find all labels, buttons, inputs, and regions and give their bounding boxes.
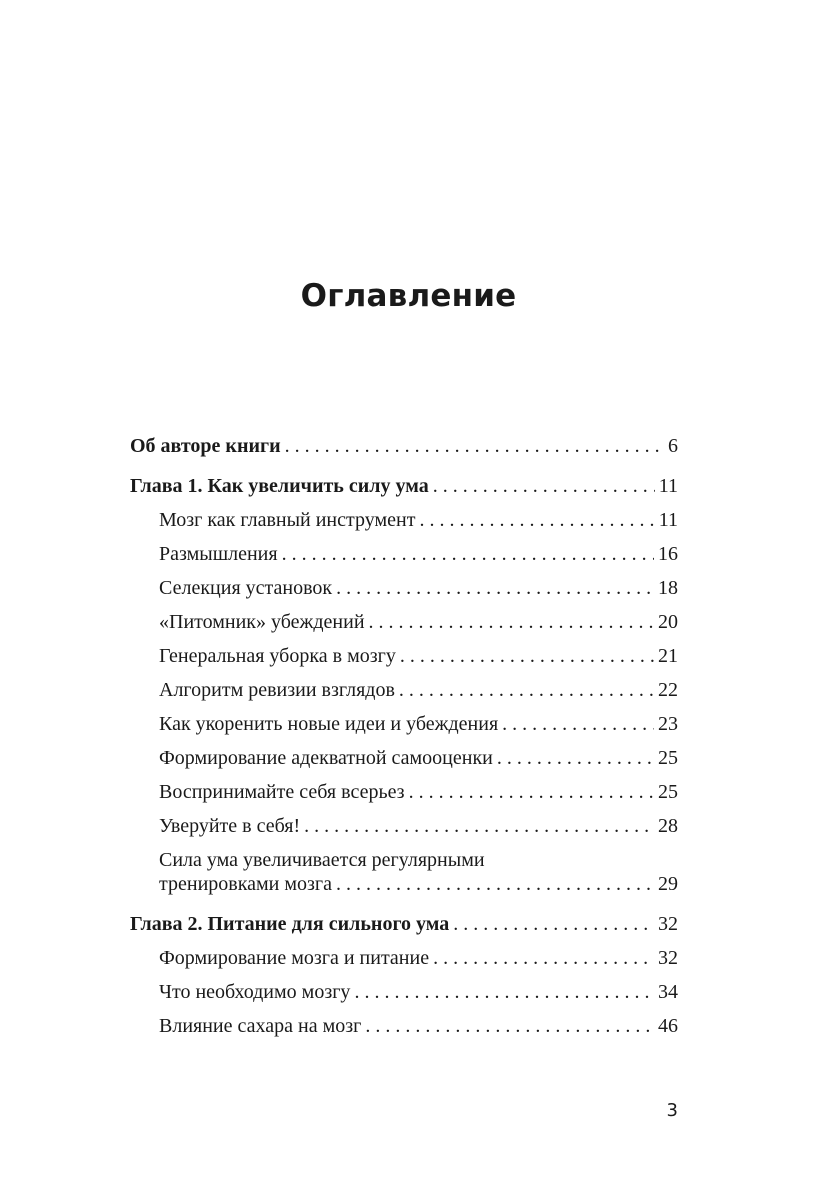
toc-entry-about-author[interactable] bbox=[130, 434, 678, 458]
dot-leader bbox=[336, 576, 654, 600]
toc-entry-page: 23 bbox=[658, 713, 678, 735]
page-title: Оглавление bbox=[300, 278, 517, 314]
toc-entry-believe[interactable] bbox=[130, 814, 678, 838]
toc-entry-label: Глава 1. Как увеличить силу ума bbox=[130, 475, 429, 497]
toc-entry-line2 bbox=[159, 872, 678, 896]
toc-entry-brain-needs[interactable] bbox=[130, 980, 678, 1004]
toc-entry-label: Как укоренить новые идеи и убеждения bbox=[159, 713, 499, 735]
dot-leader bbox=[336, 872, 654, 896]
toc-entry-label: Уверуйте в себя! bbox=[159, 815, 301, 837]
toc-entry-page: 46 bbox=[658, 1015, 678, 1037]
toc-entry-page: 34 bbox=[658, 981, 678, 1003]
toc-entry-page: 28 bbox=[658, 815, 678, 837]
toc-entry-page: 16 bbox=[658, 543, 678, 565]
dot-leader bbox=[304, 814, 654, 838]
toc-entry-page: 11 bbox=[658, 475, 678, 497]
toc-entry-page: 22 bbox=[658, 679, 678, 701]
table-of-contents bbox=[130, 434, 678, 1048]
toc-entry-label: Об авторе книги bbox=[130, 435, 281, 457]
dot-leader bbox=[399, 678, 654, 702]
toc-entry-label: Влияние сахара на мозг bbox=[159, 1015, 362, 1037]
toc-entry-page: 32 bbox=[658, 947, 678, 969]
dot-leader bbox=[369, 610, 654, 634]
toc-entry-reflections[interactable] bbox=[130, 542, 678, 566]
dot-leader bbox=[497, 746, 654, 770]
dot-leader bbox=[409, 780, 654, 804]
toc-entry-chapter-2[interactable] bbox=[130, 912, 678, 936]
toc-entry-brain-tool[interactable] bbox=[130, 508, 678, 532]
dot-leader bbox=[400, 644, 654, 668]
toc-entry-root-ideas[interactable] bbox=[130, 712, 678, 736]
toc-entry-cleaning[interactable] bbox=[130, 644, 678, 668]
toc-entry-page: 20 bbox=[658, 611, 678, 633]
toc-entry-algorithm[interactable] bbox=[130, 678, 678, 702]
toc-entry-chapter-1[interactable] bbox=[130, 474, 678, 498]
dot-leader bbox=[354, 980, 654, 1004]
toc-entry-page: 32 bbox=[658, 913, 678, 935]
toc-entry-selection[interactable] bbox=[130, 576, 678, 600]
toc-entry-page: 29 bbox=[658, 873, 678, 895]
dot-leader bbox=[453, 912, 654, 936]
dot-leader bbox=[365, 1014, 654, 1038]
page-number: 3 bbox=[666, 1100, 678, 1121]
toc-entry-training[interactable] bbox=[130, 848, 678, 896]
toc-entry-label-line2: тренировками мозга bbox=[159, 873, 332, 895]
dot-leader bbox=[285, 434, 664, 458]
toc-entry-label: Генеральная уборка в мозгу bbox=[159, 645, 396, 667]
toc-entry-label: Селекция установок bbox=[159, 577, 333, 599]
toc-entry-take-seriously[interactable] bbox=[130, 780, 678, 804]
toc-entry-label-line1: Сила ума увеличивается регулярными bbox=[159, 849, 485, 871]
toc-entry-label: «Питомник» убеждений bbox=[159, 611, 365, 633]
toc-entry-page: 6 bbox=[668, 435, 678, 457]
toc-entry-label: Формирование адекватной самооценки bbox=[159, 747, 493, 769]
toc-entry-label: Что необходимо мозгу bbox=[159, 981, 351, 1003]
toc-entry-page: 25 bbox=[658, 747, 678, 769]
toc-entry-self-esteem[interactable] bbox=[130, 746, 678, 770]
toc-entry-label: Алгоритм ревизии взглядов bbox=[159, 679, 395, 701]
toc-entry-nursery[interactable] bbox=[130, 610, 678, 634]
toc-entry-page: 11 bbox=[658, 509, 678, 531]
toc-entry-page: 25 bbox=[658, 781, 678, 803]
toc-entry-page: 18 bbox=[658, 577, 678, 599]
dot-leader bbox=[502, 712, 654, 736]
dot-leader bbox=[433, 946, 654, 970]
toc-entry-label: Глава 2. Питание для сильного ума bbox=[130, 913, 450, 935]
toc-entry-brain-nutrition[interactable] bbox=[130, 946, 678, 970]
dot-leader bbox=[433, 474, 655, 498]
dot-leader bbox=[419, 508, 654, 532]
dot-leader bbox=[282, 542, 654, 566]
toc-entry-label: Размышления bbox=[159, 543, 278, 565]
toc-entry-sugar[interactable] bbox=[130, 1014, 678, 1038]
toc-entry-label: Мозг как главный инструмент bbox=[159, 509, 416, 531]
toc-entry-page: 21 bbox=[658, 645, 678, 667]
toc-entry-label: Формирование мозга и питание bbox=[159, 947, 430, 969]
toc-entry-label: Воспринимайте себя всерьез bbox=[159, 781, 405, 803]
